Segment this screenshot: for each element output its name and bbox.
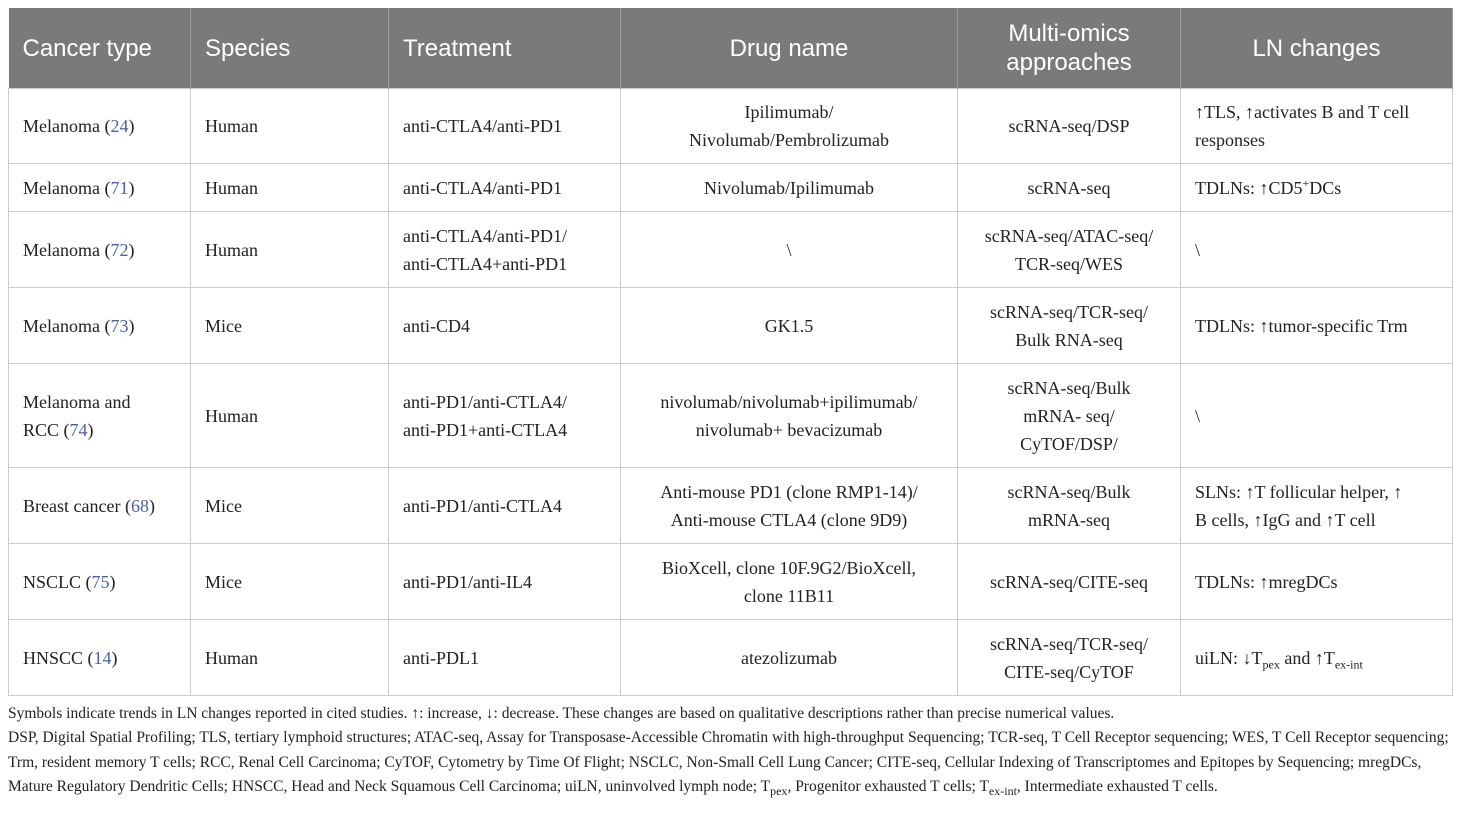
cell-ln-changes: TDLNs: ↑CD5+DCs	[1181, 164, 1453, 212]
cell-omics: scRNA-seq	[958, 164, 1181, 212]
cell-omics: scRNA-seq/CITE-seq	[958, 544, 1181, 620]
table-row	[9, 544, 1453, 620]
cell-treatment: anti-PD1/anti-IL4	[389, 544, 621, 620]
cell-species: Human	[191, 164, 389, 212]
data-table	[8, 8, 1453, 696]
cell-species: Mice	[191, 468, 389, 544]
cell-cancer-type: Melanoma (71)	[9, 164, 191, 212]
cell-drug: GK1.5	[621, 288, 958, 364]
cell-ln-changes: TDLNs: ↑tumor-specific Trm	[1181, 288, 1453, 364]
footnote-symbols: Symbols indicate trends in LN changes reported in cited studies. ↑: increase, ↓: decrease. These changes are based on qualitative descriptions rather than precise numerical values.	[8, 705, 1115, 722]
header-drug-name: Drug name	[621, 8, 958, 89]
cell-treatment: anti-CTLA4/anti-PD1	[389, 89, 621, 164]
table-header-row	[9, 8, 1453, 89]
cell-treatment: anti-PD1/anti-CTLA4	[389, 468, 621, 544]
cell-cancer-type: Melanoma and RCC (74)	[9, 364, 191, 468]
reference-link[interactable]: 24	[110, 116, 129, 136]
cell-cancer-type: Melanoma (24)	[9, 89, 191, 164]
table-row	[9, 364, 1453, 468]
table-row	[9, 164, 1453, 212]
footnote-abbreviations: DSP, Digital Spatial Profiling; TLS, tertiary lymphoid structures; ATAC-seq, Assay for Transposase-Accessible Chromatin with high-throughput Sequencing; TCR-seq, T Cell Receptor sequencing; WES, T Cell Receptor sequencing; Trm, resident memory T cells; RCC, Renal Cell Carcinoma; CyTOF, Cytometry by Time Of Flight; NSCLC, Non-Small Cell Lung Cancer; CITE-seq, Cellular Indexing of Transcriptomes and Epitopes by Sequencing; mregDCs, Mature Regulatory Dendritic Cells; HNSCC, Head and Neck Squamous Cell Carcinoma; uiLN, uninvolved lymph node; $T_{pex}$, Progenitor exhausted T cells; $T_{ex-int}$, Intermediate exhausted T cells.	[8, 729, 1449, 799]
cell-drug: \	[621, 212, 958, 288]
cell-drug: Ipilimumab/ Nivolumab/Pembrolizumab	[621, 89, 958, 164]
table-row	[9, 89, 1453, 164]
cell-omics: scRNA-seq/ATAC-seq/ TCR-seq/WES	[958, 212, 1181, 288]
cell-omics: scRNA-seq/TCR-seq/ CITE-seq/CyTOF	[958, 620, 1181, 696]
table-row	[9, 468, 1453, 544]
header-ln-changes: LN changes	[1181, 8, 1453, 89]
cell-cancer-type: HNSCC (14)	[9, 620, 191, 696]
cell-treatment: anti-PD1/anti-CTLA4/ anti-PD1+anti-CTLA4	[389, 364, 621, 468]
header-species: Species	[191, 8, 389, 89]
cell-cancer-type: Melanoma (73)	[9, 288, 191, 364]
cell-cancer-type: Melanoma (72)	[9, 212, 191, 288]
cell-ln-changes: TDLNs: ↑mregDCs	[1181, 544, 1453, 620]
cell-ln-changes: SLNs: ↑T follicular helper, ↑ B cells, ↑IgG and ↑T cell	[1181, 468, 1453, 544]
reference-link[interactable]: 74	[69, 419, 88, 440]
cell-omics: scRNA-seq/TCR-seq/ Bulk RNA-seq	[958, 288, 1181, 364]
table-row	[9, 620, 1453, 696]
cell-drug: atezolizumab	[621, 620, 958, 696]
reference-link[interactable]: 73	[110, 315, 129, 336]
cell-cancer-type: NSCLC (75)	[9, 544, 191, 620]
cell-drug: nivolumab/nivolumab+ipilimumab/ nivolumab+ bevacizumab	[621, 364, 958, 468]
cell-ln-changes: \	[1181, 364, 1453, 468]
table-footnote	[8, 702, 1454, 800]
cell-treatment: anti-CTLA4/anti-PD1/ anti-CTLA4+anti-PD1	[389, 212, 621, 288]
cell-ln-changes: ↑TLS, ↑activates B and T cell responses	[1181, 89, 1453, 164]
cell-species: Mice	[191, 288, 389, 364]
reference-link[interactable]: 75	[91, 571, 110, 592]
header-cancer-type: Cancer type	[9, 8, 191, 89]
table-container	[8, 8, 1452, 696]
cell-species: Mice	[191, 544, 389, 620]
reference-link[interactable]: 72	[110, 239, 129, 260]
cell-drug: BioXcell, clone 10F.9G2/BioXcell, clone 11B11	[621, 544, 958, 620]
table-row	[9, 212, 1453, 288]
cell-treatment: anti-CTLA4/anti-PD1	[389, 164, 621, 212]
cell-omics: scRNA-seq/DSP	[958, 89, 1181, 164]
reference-link[interactable]: 71	[110, 177, 129, 198]
cell-treatment: anti-CD4	[389, 288, 621, 364]
cell-ln-changes: \	[1181, 212, 1453, 288]
reference-link[interactable]: 14	[93, 647, 112, 668]
header-treatment: Treatment	[389, 8, 621, 89]
cell-species: Human	[191, 212, 389, 288]
cell-treatment: anti-PDL1	[389, 620, 621, 696]
cell-drug: Anti-mouse PD1 (clone RMP1-14)/ Anti-mouse CTLA4 (clone 9D9)	[621, 468, 958, 544]
cell-species: Human	[191, 620, 389, 696]
cell-omics: scRNA-seq/Bulk mRNA-seq	[958, 468, 1181, 544]
reference-link[interactable]: 68	[130, 495, 149, 516]
cell-species: Human	[191, 89, 389, 164]
table-row	[9, 288, 1453, 364]
cell-cancer-type: Breast cancer (68)	[9, 468, 191, 544]
cell-ln-changes: uiLN: $↓T_{pex}$ and $↑T_{ex-int}$	[1181, 620, 1453, 696]
cell-species: Human	[191, 364, 389, 468]
cell-drug: Nivolumab/Ipilimumab	[621, 164, 958, 212]
cell-omics: scRNA-seq/Bulk mRNA- seq/ CyTOF/DSP/	[958, 364, 1181, 468]
header-multi-omics: Multi-omics approaches	[958, 8, 1181, 89]
